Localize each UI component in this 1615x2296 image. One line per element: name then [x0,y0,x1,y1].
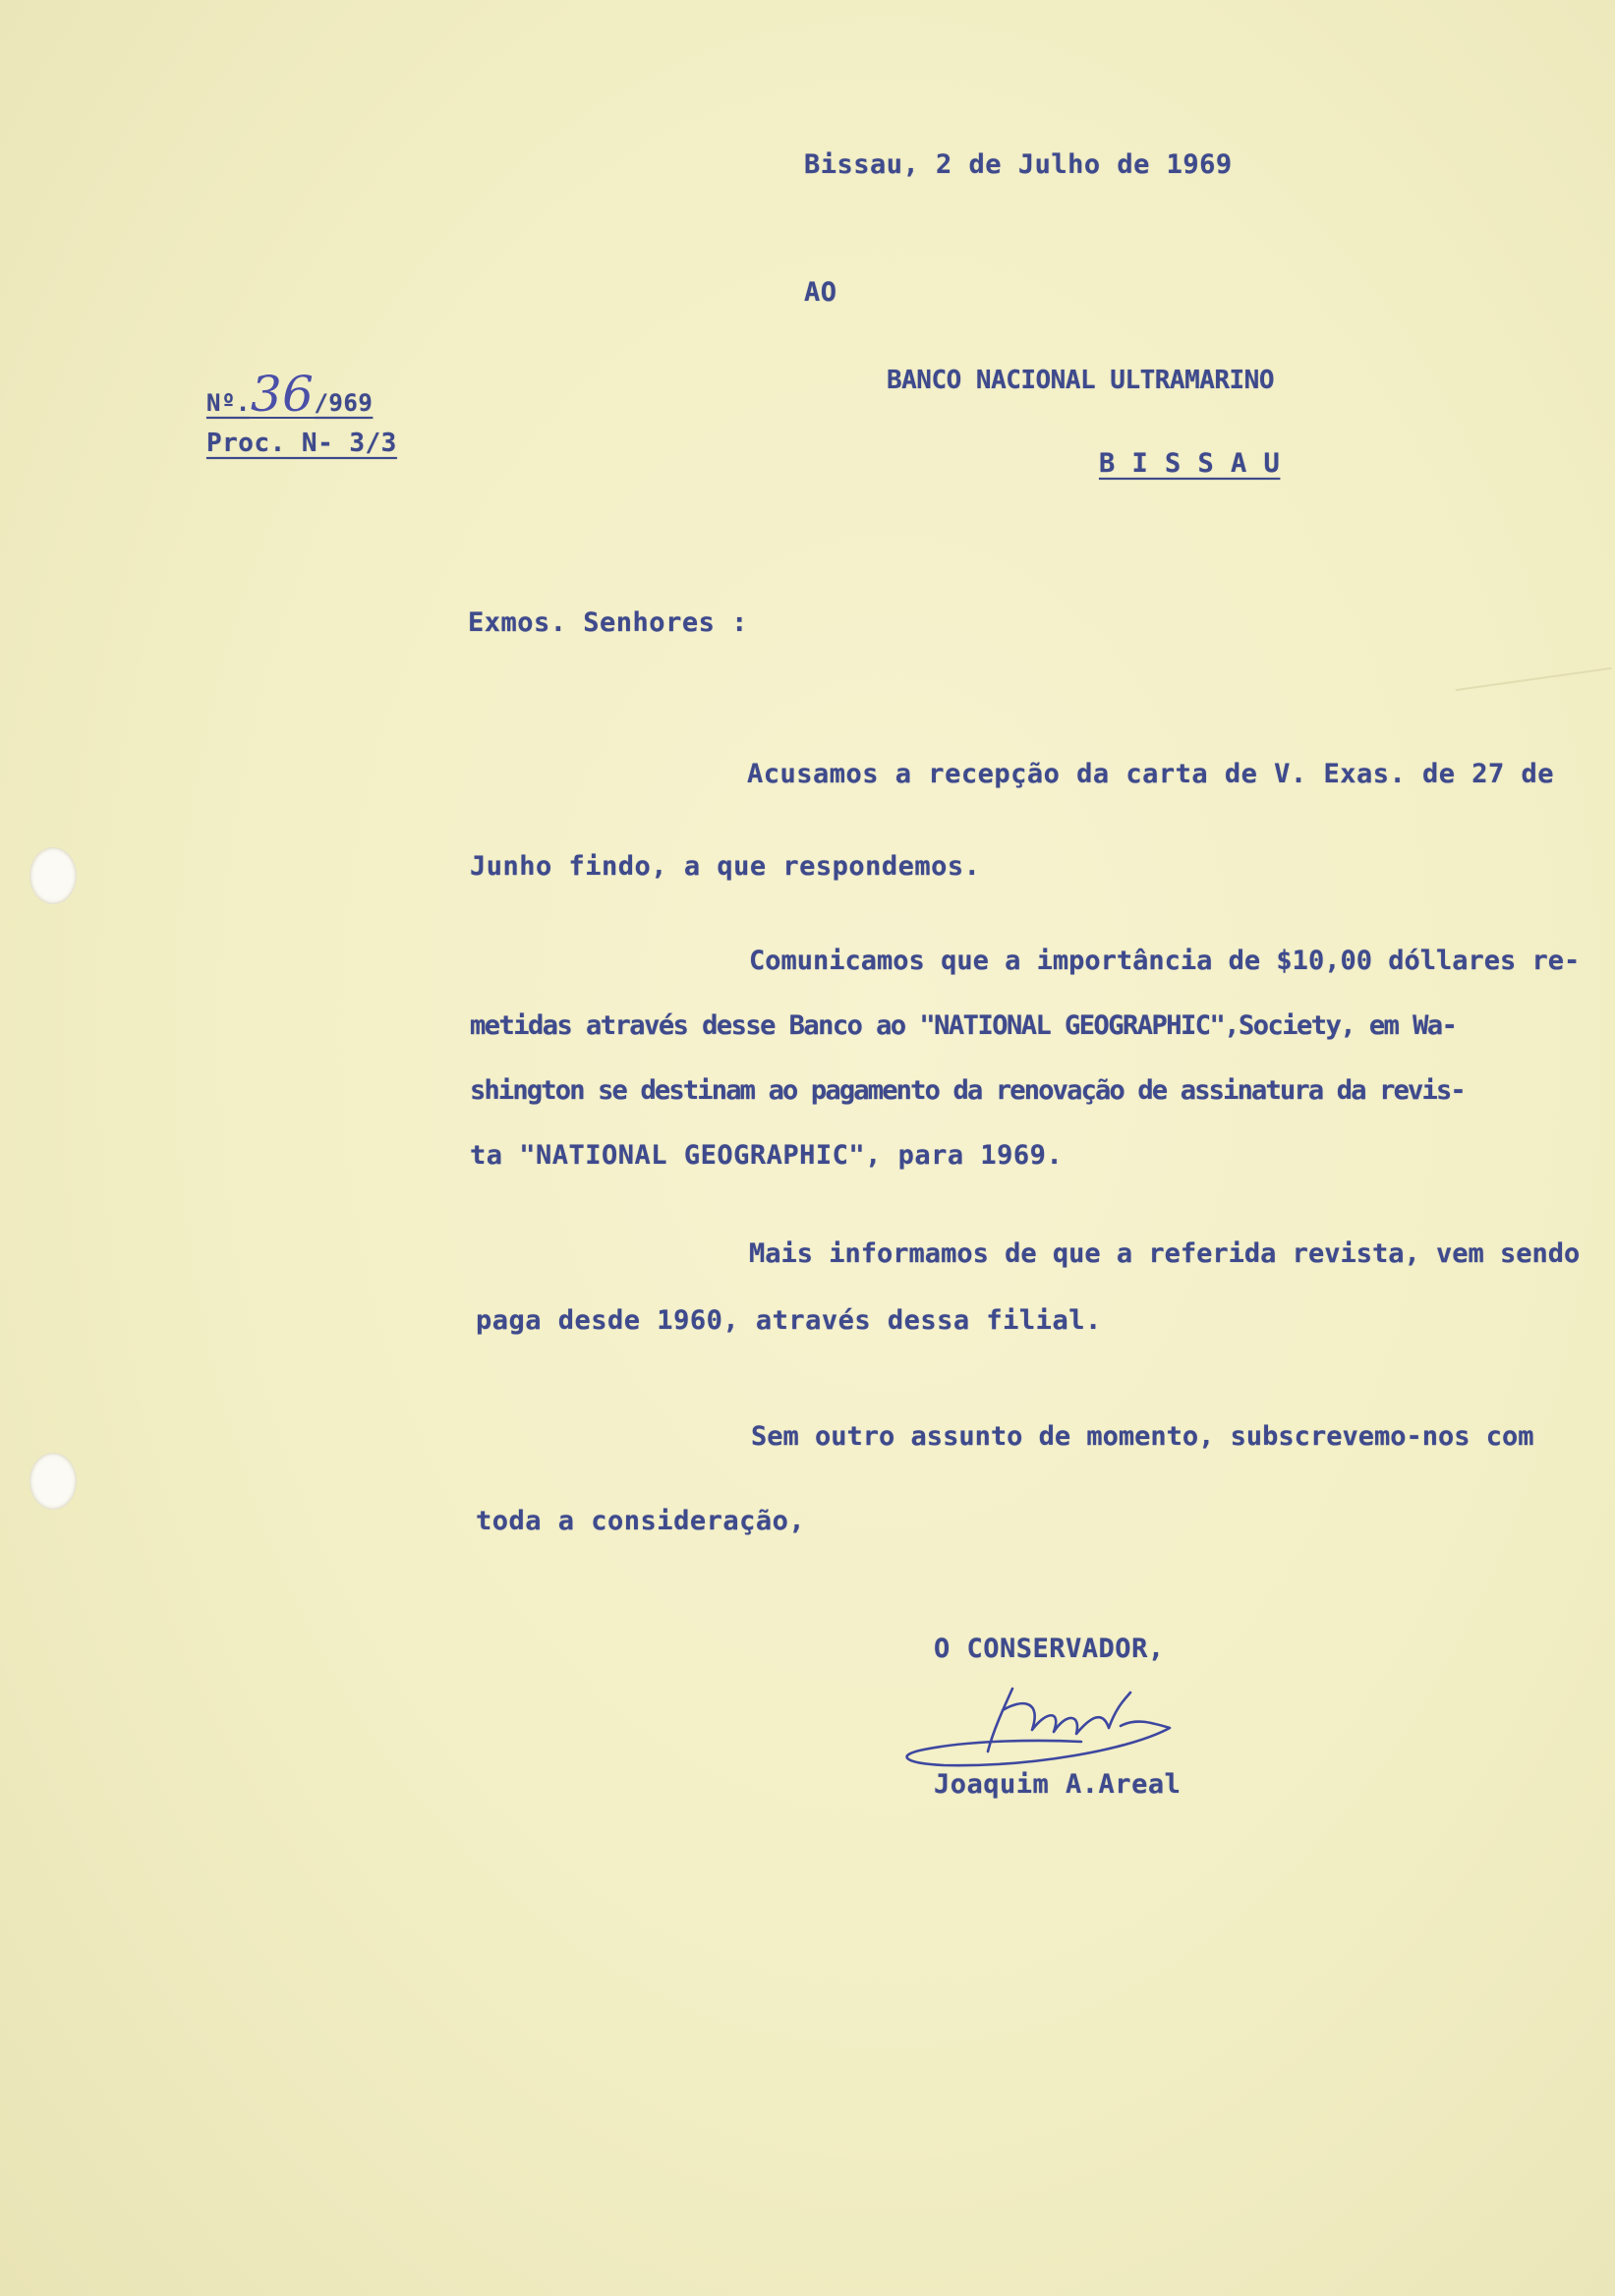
process-number: Proc. N- 3/3 [206,429,397,458]
body-line: Sem outro assunto de momento, subscrevemo-nos com [751,1421,1534,1452]
body-line: toda a consideração, [476,1506,806,1536]
body-line: Junho findo, a que respondemos. [470,851,981,882]
body-line: Mais informamos de que a referida revista, vem sendo [749,1238,1581,1269]
body-line: ta "NATIONAL GEOGRAPHIC", para 1969. [470,1140,1064,1171]
body-line: metidas através desse Banco ao "NATIONAL GEOGRAPHIC",Society, em Wa- [470,1010,1457,1041]
body-line: paga desde 1960, através dessa filial. [476,1305,1102,1336]
recipient-city: B I S S A U [1099,448,1281,479]
punch-hole-bottom [29,1453,77,1510]
handwritten-signature [885,1671,1199,1779]
signatory-name: Joaquim A.Areal [934,1769,1182,1800]
body-line: Comunicamos que a importância de $10,00 dóllares re- [749,946,1581,976]
recipient-name: BANCO NACIONAL ULTRAMARINO [887,366,1274,395]
salutation: Exmos. Senhores : [468,607,748,638]
punch-hole-top [29,847,77,904]
reference-suffix: /969 [314,389,374,417]
reference-number [206,366,374,423]
paper-crease [1456,667,1612,691]
to-line: AO [804,277,837,308]
date-line: Bissau, 2 de Julho de 1969 [804,149,1233,180]
reference-prefix: Nº. [206,389,251,417]
reference-handwritten: 36 [250,366,315,423]
body-line: Acusamos a recepção da carta de V. Exas. de 27 de [747,759,1555,789]
signoff-title: O CONSERVADOR, [934,1634,1165,1664]
body-line: shington se destinam ao pagamento da renovação de assinatura da revis- [470,1075,1465,1106]
